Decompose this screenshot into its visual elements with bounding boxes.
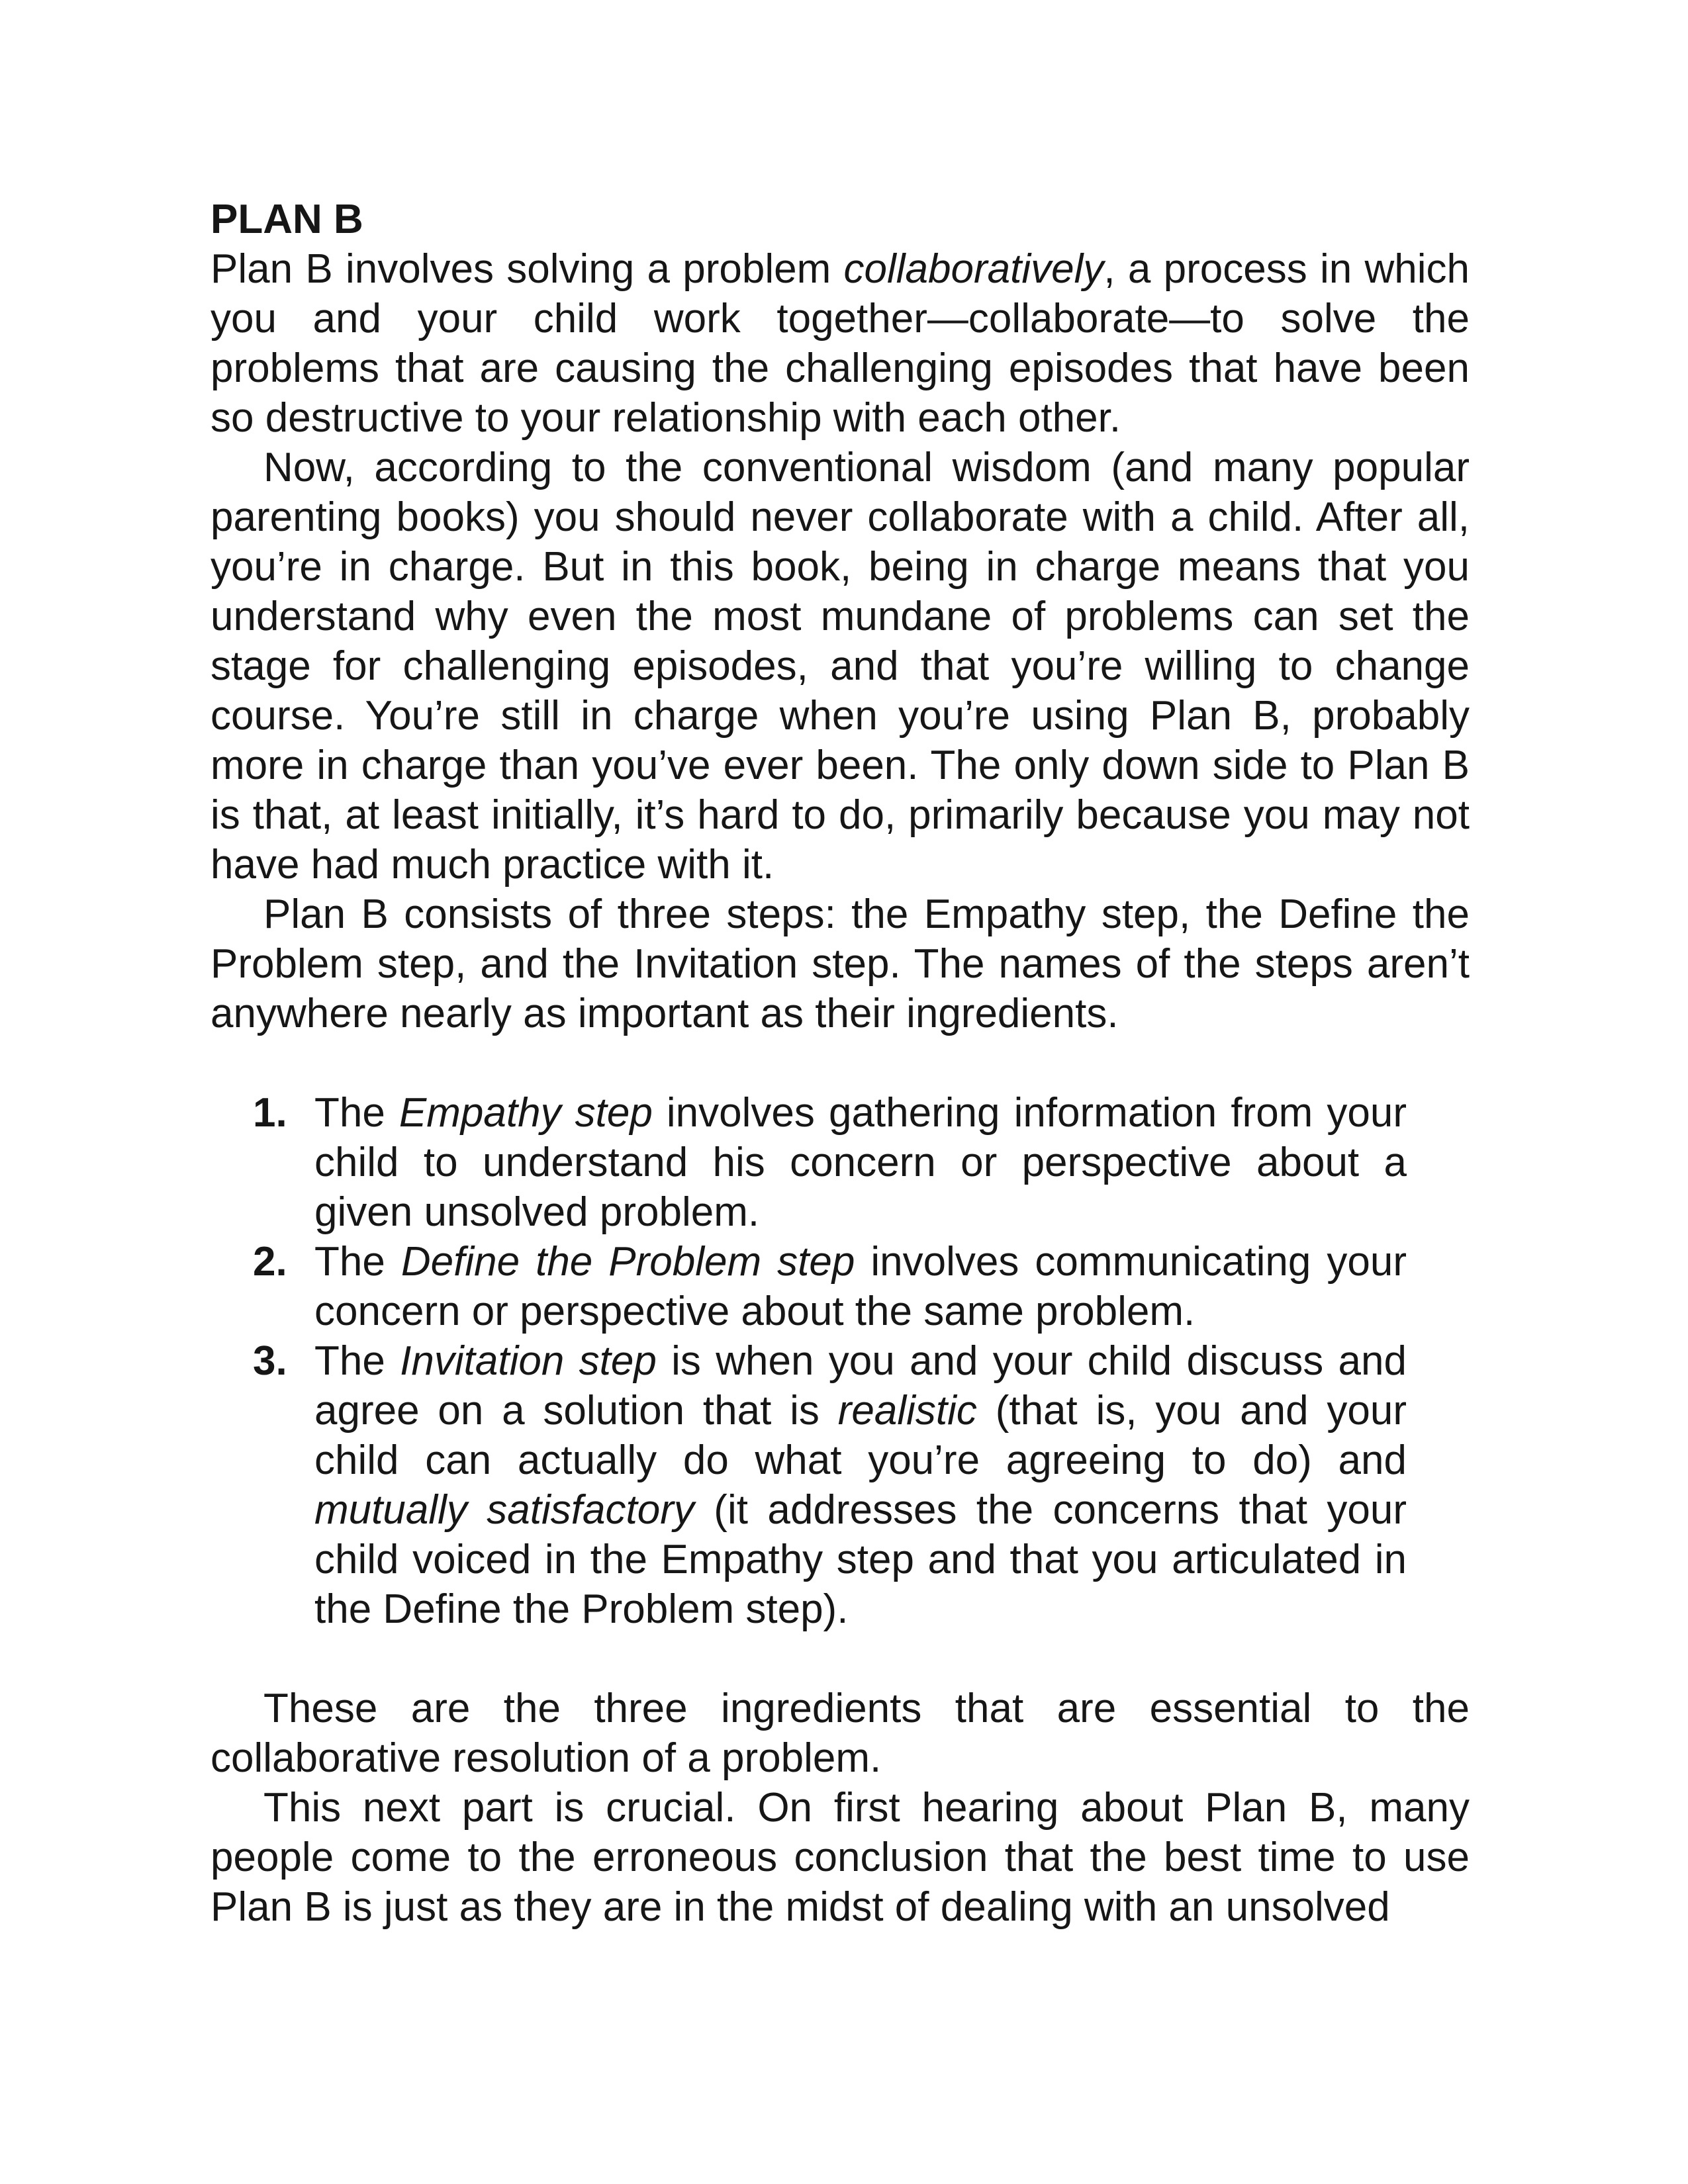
step-text: The bbox=[314, 1239, 401, 1285]
list-number: 2. bbox=[253, 1239, 287, 1285]
section-heading: PLAN B bbox=[211, 197, 363, 242]
steps-list bbox=[211, 1088, 1470, 1634]
intro-paragraph bbox=[211, 244, 1470, 443]
step-text: The bbox=[314, 1090, 399, 1136]
step-emphasis: mutually satisfactory bbox=[314, 1487, 694, 1533]
list-number: 3. bbox=[253, 1338, 287, 1384]
step-text: involves gathering information from your child to understand his concern or perspective about a given unsolved problem. bbox=[314, 1090, 1407, 1235]
paragraph-three-steps: Plan B consists of three steps: the Empathy step, the Define the Problem step, and the Invitation step. The names of the steps aren’t anywhere nearly as important as their ingredients. bbox=[211, 891, 1470, 1036]
step-text: (it addresses the concerns that your child voiced in the Empathy step and that you articulated in the Define the Problem step). bbox=[314, 1487, 1407, 1632]
step-text: involves communicating your concern or perspective about the same problem. bbox=[314, 1239, 1407, 1334]
intro-emphasis: collaboratively bbox=[843, 246, 1104, 292]
list-number: 1. bbox=[253, 1090, 287, 1136]
list-item bbox=[253, 1336, 1407, 1634]
step-text: (that is, you and your child can actually do what you’re agreeing to do) and bbox=[314, 1388, 1407, 1483]
paragraph-ingredients: These are the three ingredients that are essential to the collaborative resolution of a problem. bbox=[211, 1686, 1470, 1781]
step-name: Empathy step bbox=[399, 1090, 653, 1136]
step-emphasis: realistic bbox=[837, 1388, 977, 1433]
list-item bbox=[253, 1237, 1407, 1336]
intro-text-a: Plan B involves solving a problem bbox=[211, 246, 844, 292]
document-page bbox=[211, 195, 1470, 1932]
step-name: Invitation step bbox=[400, 1338, 657, 1384]
list-item bbox=[253, 1088, 1407, 1237]
spacer bbox=[211, 1634, 1470, 1684]
paragraph-conventional-wisdom: Now, according to the conventional wisdom (and many popular parenting books) you should never collaborate with a child. After all, you’re in charge. But in this book, being in charge means that you understand why even the most mundane of problems can set the stage for challenging episodes, and that you’re willing to change course. You’re still in charge when you’re using Plan B, probably more in charge than you’ve ever been. The only down side to Plan B is that, at least initially, it’s hard to do, primarily because you may not have had much practice with it. bbox=[211, 445, 1470, 887]
paragraph-crucial: This next part is crucial. On first hearing about Plan B, many people come to the erroneous conclusion that the best time to use Plan B is just as they are in the midst of dealing with an unsolved bbox=[211, 1785, 1470, 1930]
spacer bbox=[211, 1038, 1470, 1088]
step-text: The bbox=[314, 1338, 400, 1384]
intro-text-c: , a process in which you and your child work together—collaborate—to solve the problems that are causing the challenging episodes that have been so destructive to your relationship with each other. bbox=[211, 246, 1470, 441]
step-name: Define the Problem step bbox=[400, 1239, 855, 1285]
step-text: is when you and your child discuss and agree on a solution that is bbox=[314, 1338, 1407, 1433]
